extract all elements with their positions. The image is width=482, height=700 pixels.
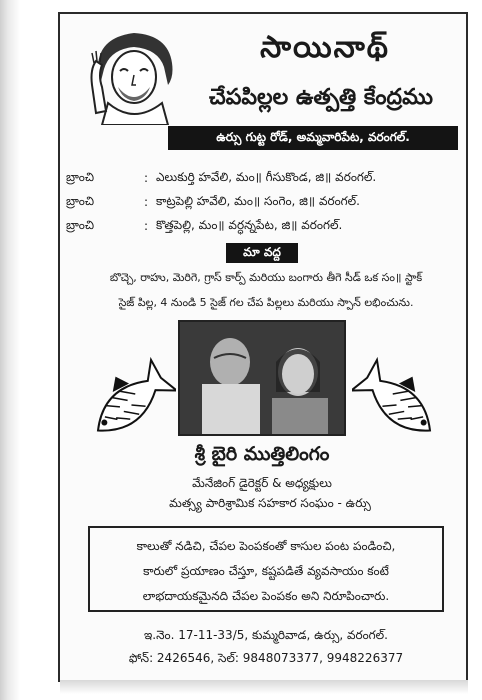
branch-row — [66, 192, 466, 212]
branch-colon: : — [143, 195, 149, 209]
branch-address: కొత్తపెల్లి, మం॥ వర్ధన్నపేట, జి॥ వరంగల్. — [156, 217, 343, 232]
available-label: మా వద్ద — [226, 243, 298, 263]
branch-label: బ్రాంచి — [66, 169, 95, 184]
offer-line: బొచ్చె, రాహు, మెరిగె, గ్రాస్ కార్ప్ మరియు బంగారు తీగె సీడ్ ఒక సం॥ స్టాక్ — [109, 271, 423, 284]
branch-address: ఎలుకుర్తి హవేలి, మం॥ గీసుకొండ, జి॥ వరంగల్. — [156, 169, 377, 184]
association-name: మత్స్య పారిశ్రామిక సహకార సంఘం - ఉర్సు — [169, 496, 371, 510]
address-bar: ఉర్సు గుట్ట రోడ్, అమ్మవారిపేట, వరంగల్. — [168, 126, 458, 150]
tagline-line: కారులో ప్రయాణం చేస్తూ, కష్టపడితే వ్యవసాయం కంటే — [143, 564, 389, 578]
director-name: శ్రీ బైరి ముత్తిలింగం — [194, 443, 330, 465]
fish-illustration-right — [352, 345, 448, 463]
branch-colon: : — [143, 171, 149, 185]
director-photo-image — [180, 322, 344, 434]
offer-line: సైజ్ పిల్ల, 4 నుండి 5 సైజ్ గల చేప పిల్లలు మరియు స్పాన్ లభించును. — [118, 296, 414, 309]
branch-row — [66, 216, 466, 236]
business-subtitle: చేపపిల్లల ఉత్పత్తి కేంద్రము — [209, 84, 433, 110]
tagline-box — [88, 526, 444, 612]
house-address: ఇ.నెం. 17-11-33/5, కుమ్మరివాడ, ఉర్సు, వరంగల్. — [144, 628, 388, 642]
page-edge-shadow — [0, 0, 20, 700]
bottom-shadow — [60, 680, 468, 694]
branch-colon: : — [143, 219, 149, 233]
tagline-line: లాభదాయకమైనది చేపల పెంపకం అని నిరూపించారు. — [142, 589, 390, 603]
branch-address: కాట్రపెల్లి హవేలి, మం॥ సంగెం, జి॥ వరంగల్. — [156, 193, 360, 208]
contact-phones: ఫోన్: 2426546, సెల్: 9848073377, 9948226377 — [128, 651, 404, 665]
saint-portrait-image — [88, 25, 180, 125]
branch-row — [66, 168, 466, 188]
branch-label: బ్రాంచి — [66, 193, 95, 208]
director-photo — [178, 320, 346, 436]
tagline-line: కాలుతో నడిచి, చేపల పెంపకంతో కాసుల పంట పండించి, — [136, 539, 396, 553]
director-role: మేనేజింగ్ డైరెక్టర్ & అధ్యక్షులు — [192, 476, 332, 490]
branch-label: బ్రాంచి — [66, 217, 95, 232]
business-title: సాయినాథ్ — [260, 30, 390, 65]
